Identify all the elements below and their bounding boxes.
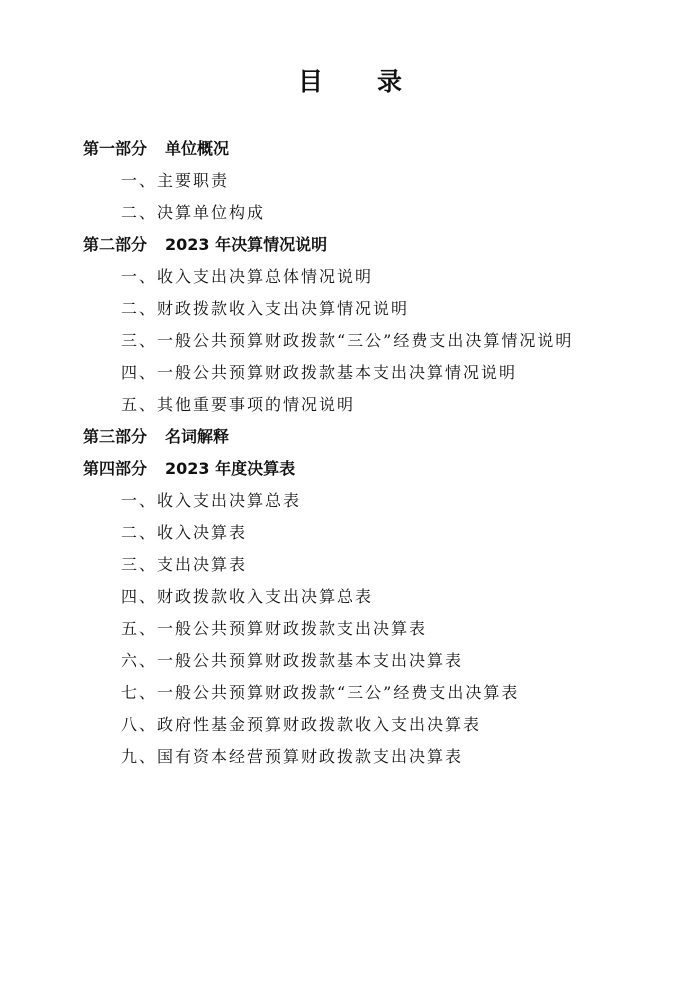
toc-part-1 bbox=[0, 133, 700, 165]
part-name: 名词解释 bbox=[165, 427, 230, 446]
toc-item: 一、收入支出决算总表 bbox=[121, 491, 302, 510]
toc-item: 三、一般公共预算财政拨款“三公”经费支出决算情况说明 bbox=[121, 331, 574, 350]
toc-item: 三、支出决算表 bbox=[121, 555, 248, 574]
toc-item: 一、主要职责 bbox=[121, 171, 230, 190]
part-number: 第二部分 bbox=[83, 235, 148, 254]
toc-item: 五、一般公共预算财政拨款支出决算表 bbox=[121, 619, 428, 638]
part-number: 第四部分 bbox=[83, 459, 148, 478]
toc-item: 九、国有资本经营预算财政拨款支出决算表 bbox=[121, 747, 464, 766]
part-name: 单位概况 bbox=[165, 139, 230, 158]
toc-item: 八、政府性基金预算财政拨款收入支出决算表 bbox=[121, 715, 482, 734]
part-number: 第三部分 bbox=[83, 427, 148, 446]
toc-item: 四、财政拨款收入支出决算总表 bbox=[121, 587, 374, 606]
toc-part-3 bbox=[0, 421, 700, 453]
toc-item: 二、收入决算表 bbox=[121, 523, 248, 542]
part-name: 2023 年度决算表 bbox=[165, 459, 296, 478]
page-title: 目录 bbox=[297, 67, 456, 96]
table-of-contents bbox=[0, 133, 700, 773]
toc-item: 五、其他重要事项的情况说明 bbox=[121, 395, 356, 414]
toc-part-4 bbox=[0, 453, 700, 485]
toc-item: 六、一般公共预算财政拨款基本支出决算表 bbox=[121, 651, 464, 670]
toc-item: 七、一般公共预算财政拨款“三公”经费支出决算表 bbox=[121, 683, 520, 702]
toc-item: 四、一般公共预算财政拨款基本支出决算情况说明 bbox=[121, 363, 518, 382]
part-name: 2023 年决算情况说明 bbox=[165, 235, 328, 254]
toc-item: 二、财政拨款收入支出决算情况说明 bbox=[121, 299, 410, 318]
part-number: 第一部分 bbox=[83, 139, 148, 158]
toc-item: 一、收入支出决算总体情况说明 bbox=[121, 267, 374, 286]
toc-item: 二、决算单位构成 bbox=[121, 203, 266, 222]
toc-part-2 bbox=[0, 229, 700, 261]
